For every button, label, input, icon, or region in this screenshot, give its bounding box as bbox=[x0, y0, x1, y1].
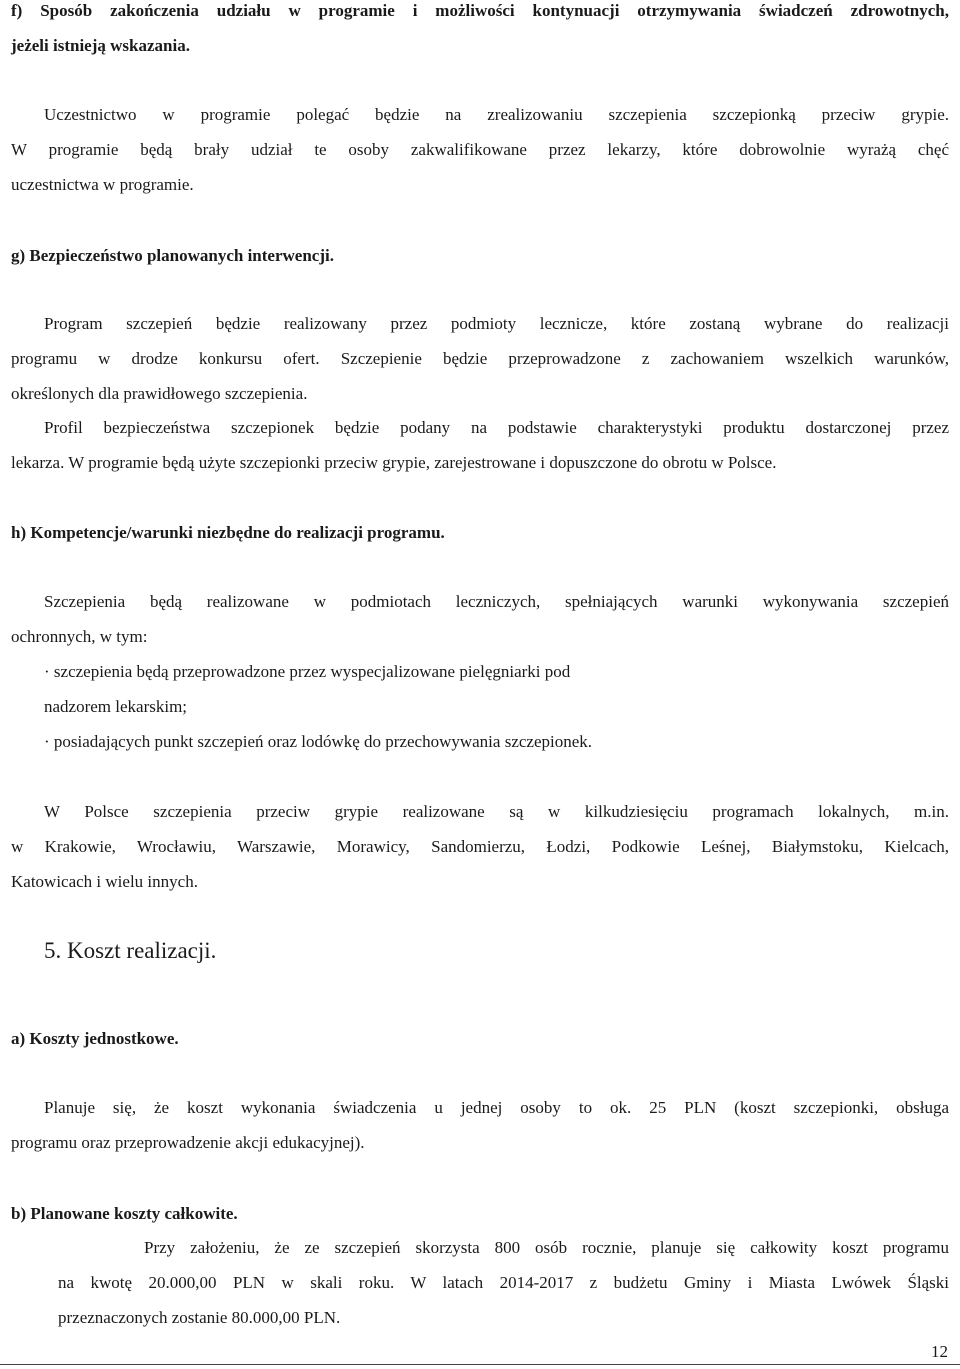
section-5b-heading bbox=[11, 1196, 949, 1231]
section-5-heading bbox=[11, 933, 960, 968]
section-5b-paragraph bbox=[58, 1230, 949, 1335]
section-5b-paragraph-line-2: na kwotę 20.000,00 PLN w skali roku. W latach 2014-2017 z budżetu Gminy i Miasta Lwówek Śląski bbox=[58, 1273, 949, 1292]
section-g-paragraph-2-line-1: Profil bezpieczeństwa szczepionek będzie podany na podstawie charakterystyki produktu dostarczonej przez bbox=[44, 418, 949, 437]
section-f-heading bbox=[11, 0, 949, 63]
section-5a-heading bbox=[11, 1021, 949, 1056]
section-f-heading-line-1: f) Sposób zakończenia udziału w programie i możliwości kontynuacji otrzymywania świadczeń zdrowotnych, bbox=[11, 1, 949, 20]
list-item-continuation: nadzorem lekarskim; bbox=[44, 697, 188, 716]
section-g-paragraph-1-line-1: Program szczepień będzie realizowany przez podmioty lecznicze, które zostaną wybrane do realizacji bbox=[44, 314, 949, 333]
section-g-paragraph-1 bbox=[11, 306, 949, 411]
section-5a-heading-text: a) Koszty jednostkowe. bbox=[11, 1029, 179, 1048]
section-h-heading-text: h) Kompetencje/warunki niezbędne do realizacji programu. bbox=[11, 523, 445, 542]
section-g-paragraph-2-line-2: lekarza. W programie będą użyte szczepionki przeciw grypie, zarejestrowane i dopuszczone do obrotu w Polsce. bbox=[11, 453, 777, 472]
section-h-bullet-list bbox=[11, 654, 949, 759]
section-h-heading bbox=[11, 515, 949, 550]
section-f-paragraph-line-3: uczestnictwa w programie. bbox=[11, 175, 194, 194]
section-h-paragraph-1 bbox=[11, 584, 949, 654]
section-h-paragraph-2-line-1: W Polsce szczepienia przeciw grypie realizowane są w kilkudziesięciu programach lokalnych, m.in. bbox=[44, 802, 949, 821]
list-item: · szczepienia będą przeprowadzone przez wyspecjalizowane pielęgniarki pod bbox=[44, 662, 571, 681]
section-g-paragraph-1-line-3: określonych dla prawidłowego szczepienia. bbox=[11, 384, 308, 403]
section-5a-paragraph bbox=[11, 1090, 949, 1160]
page-number: 12 bbox=[931, 1342, 948, 1361]
section-g-paragraph-1-line-2: programu w drodze konkursu ofert. Szczepienie będzie przeprowadzone z zachowaniem wszelkich warunków, bbox=[11, 349, 949, 368]
section-f-paragraph bbox=[11, 97, 949, 202]
section-h-paragraph-1-line-1: Szczepienia będą realizowane w podmiotach leczniczych, spełniających warunki wykonywania szczepień bbox=[44, 592, 949, 611]
footer-rule bbox=[0, 1364, 960, 1365]
section-h-paragraph-2 bbox=[11, 794, 949, 899]
section-g-heading-text: g) Bezpieczeństwo planowanych interwencji. bbox=[11, 246, 334, 265]
section-h-paragraph-2-line-3: Katowicach i wielu innych. bbox=[11, 872, 198, 891]
section-5b-heading-text: b) Planowane koszty całkowite. bbox=[11, 1204, 238, 1223]
section-5a-paragraph-line-1: Planuje się, że koszt wykonania świadczenia u jednej osoby to ok. 25 PLN (koszt szczepionki, obsługa bbox=[44, 1098, 949, 1117]
section-5-heading-text: 5. Koszt realizacji. bbox=[44, 938, 217, 963]
section-g-heading bbox=[11, 238, 949, 273]
section-g-paragraph-2 bbox=[11, 410, 949, 480]
section-5b-paragraph-line-1: Przy założeniu, że ze szczepień skorzysta 800 osób rocznie, planuje się całkowity koszt programu bbox=[144, 1238, 949, 1257]
section-h-paragraph-2-line-2: w Krakowie, Wrocławiu, Warszawie, Morawicy, Sandomierzu, Łodzi, Podkowie Leśnej, Białymstoku, Kielcach, bbox=[11, 837, 949, 856]
section-h-paragraph-1-line-2: ochronnych, w tym: bbox=[11, 627, 148, 646]
section-5a-paragraph-line-2: programu oraz przeprowadzenie akcji edukacyjnej). bbox=[11, 1133, 365, 1152]
list-item: · posiadających punkt szczepień oraz lodówkę do przechowywania szczepionek. bbox=[44, 732, 593, 751]
section-5b-paragraph-line-3: przeznaczonych zostanie 80.000,00 PLN. bbox=[58, 1308, 341, 1327]
section-f-heading-line-2: jeżeli istnieją wskazania. bbox=[11, 36, 190, 55]
section-f-paragraph-line-1: Uczestnictwo w programie polegać będzie na zrealizowaniu szczepienia szczepionką przeciw grypie. bbox=[44, 105, 949, 124]
section-f-paragraph-line-2: W programie będą brały udział te osoby zakwalifikowane przez lekarzy, które dobrowolnie wyrażą chęć bbox=[11, 140, 949, 159]
